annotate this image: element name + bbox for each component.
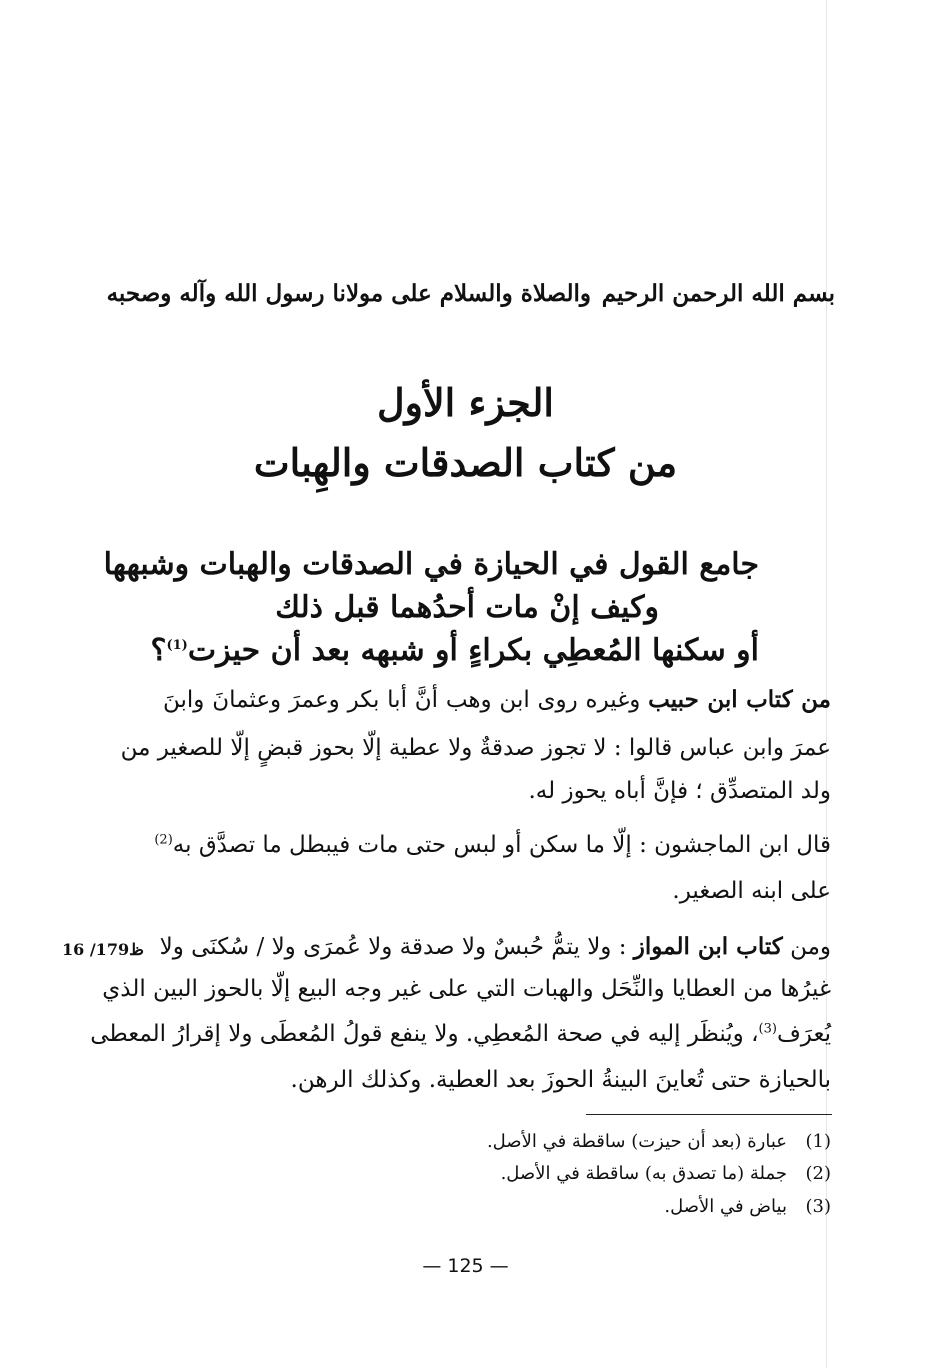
- paragraph-1-line-1-rest: وغيره روى ابن وهب أنَّ أبا بكر وعمرَ وعثمانَ وابنَ: [163, 687, 641, 713]
- footnote-3-text: بياض في الأصل.: [664, 1196, 787, 1217]
- paragraph-1-line-3: ولد المتصدِّق ؛ فإنَّ أباه يحوز له.: [528, 778, 831, 804]
- chapter-heading-line-3-text: أو سكنها المُعطِي بكراءٍ أو شبهه بعد أن حيزت: [187, 633, 759, 668]
- source-ibn-al-mawwaz: كتاب ابن المواز: [633, 933, 783, 960]
- paragraph-3-prefix: ومن: [790, 934, 831, 960]
- footnote-1: [487, 1131, 831, 1152]
- chapter-heading-line-2: وكيف إنْ مات أحدُهما قبل ذلك: [275, 590, 659, 625]
- basmala-left: والصلاة والسلام على مولانا رسول الله وآله وصحبه: [106, 280, 591, 307]
- paragraph-1-line-1: [163, 686, 831, 713]
- paragraph-2-line-1: [154, 832, 831, 858]
- basmala-right: بسم الله الرحمن الرحيم: [601, 280, 835, 307]
- footnote-1-text: عبارة (بعد أن حيزت) ساقطة في الأصل.: [486, 1131, 787, 1152]
- paragraph-3-line-3-start: يُعرَف: [776, 1021, 831, 1047]
- source-ibn-habib: من كتاب ابن حبيب: [648, 686, 831, 713]
- chapter-heading-line-3-end: ؟: [150, 633, 167, 668]
- footnote-2-text: جملة (ما تصدق به) ساقطة في الأصل.: [500, 1163, 787, 1184]
- page-number: — 125 —: [422, 1255, 509, 1277]
- footnote-2: [501, 1163, 831, 1184]
- paragraph-2-line-1-text: قال ابن الماجشون : إلّا ما سكن أو لبس حتى مات فيبطل ما تصدَّق به: [172, 832, 831, 858]
- paragraph-3-line-2: غيرُها من العطايا والنِّحَل والهبات التي على غير وجه البيع إلّا بالحوز البين الذي: [102, 976, 831, 1002]
- paragraph-2-line-2: على ابنه الصغير.: [672, 878, 831, 904]
- footnote-ref-3[interactable]: (3): [758, 1021, 777, 1037]
- paragraph-3-line-3-rest: ، ويُنظَر إليه في صحة المُعطِي. ولا ينفع قولُ المُعطَى ولا إقرارُ المعطى: [90, 1021, 759, 1047]
- footnote-3-number: (3): [805, 1196, 831, 1217]
- footnote-ref-1[interactable]: (1): [166, 638, 188, 653]
- chapter-heading-line-3: [151, 633, 759, 668]
- footnote-ref-2[interactable]: (2): [154, 832, 173, 848]
- footnote-2-number: (2): [805, 1163, 831, 1184]
- part-title: الجزء الأول: [377, 380, 554, 425]
- footnote-3: [664, 1196, 831, 1217]
- chapter-heading-line-1: جامع القول في الحيازة في الصدقات والهبات وشبهها: [103, 547, 759, 582]
- paragraph-3-line-4: بالحيازة حتى تُعاينَ البينةُ الحوزَ بعد العطية. وكذلك الرهن.: [290, 1067, 831, 1093]
- manuscript-folio-note: 16 /179ظ: [62, 940, 144, 959]
- paragraph-3-line-1: [159, 933, 831, 960]
- book-title: من كتاب الصدقات والهِبات: [253, 440, 678, 485]
- paragraph-3-line-3: [90, 1021, 831, 1047]
- footnote-1-number: (1): [805, 1131, 831, 1152]
- footnote-separator: [586, 1114, 832, 1115]
- paragraph-1-line-2: عمرَ وابن عباس قالوا : لا تجوز صدقةٌ ولا عطية إلّا بحوز قبضٍ إلّا للصغير من: [120, 735, 831, 761]
- paragraph-3-line-1-rest: : ولا يتمُّ حُبسٌ ولا صدقة ولا عُمرَى ولا / سُكنَى ولا: [159, 934, 627, 960]
